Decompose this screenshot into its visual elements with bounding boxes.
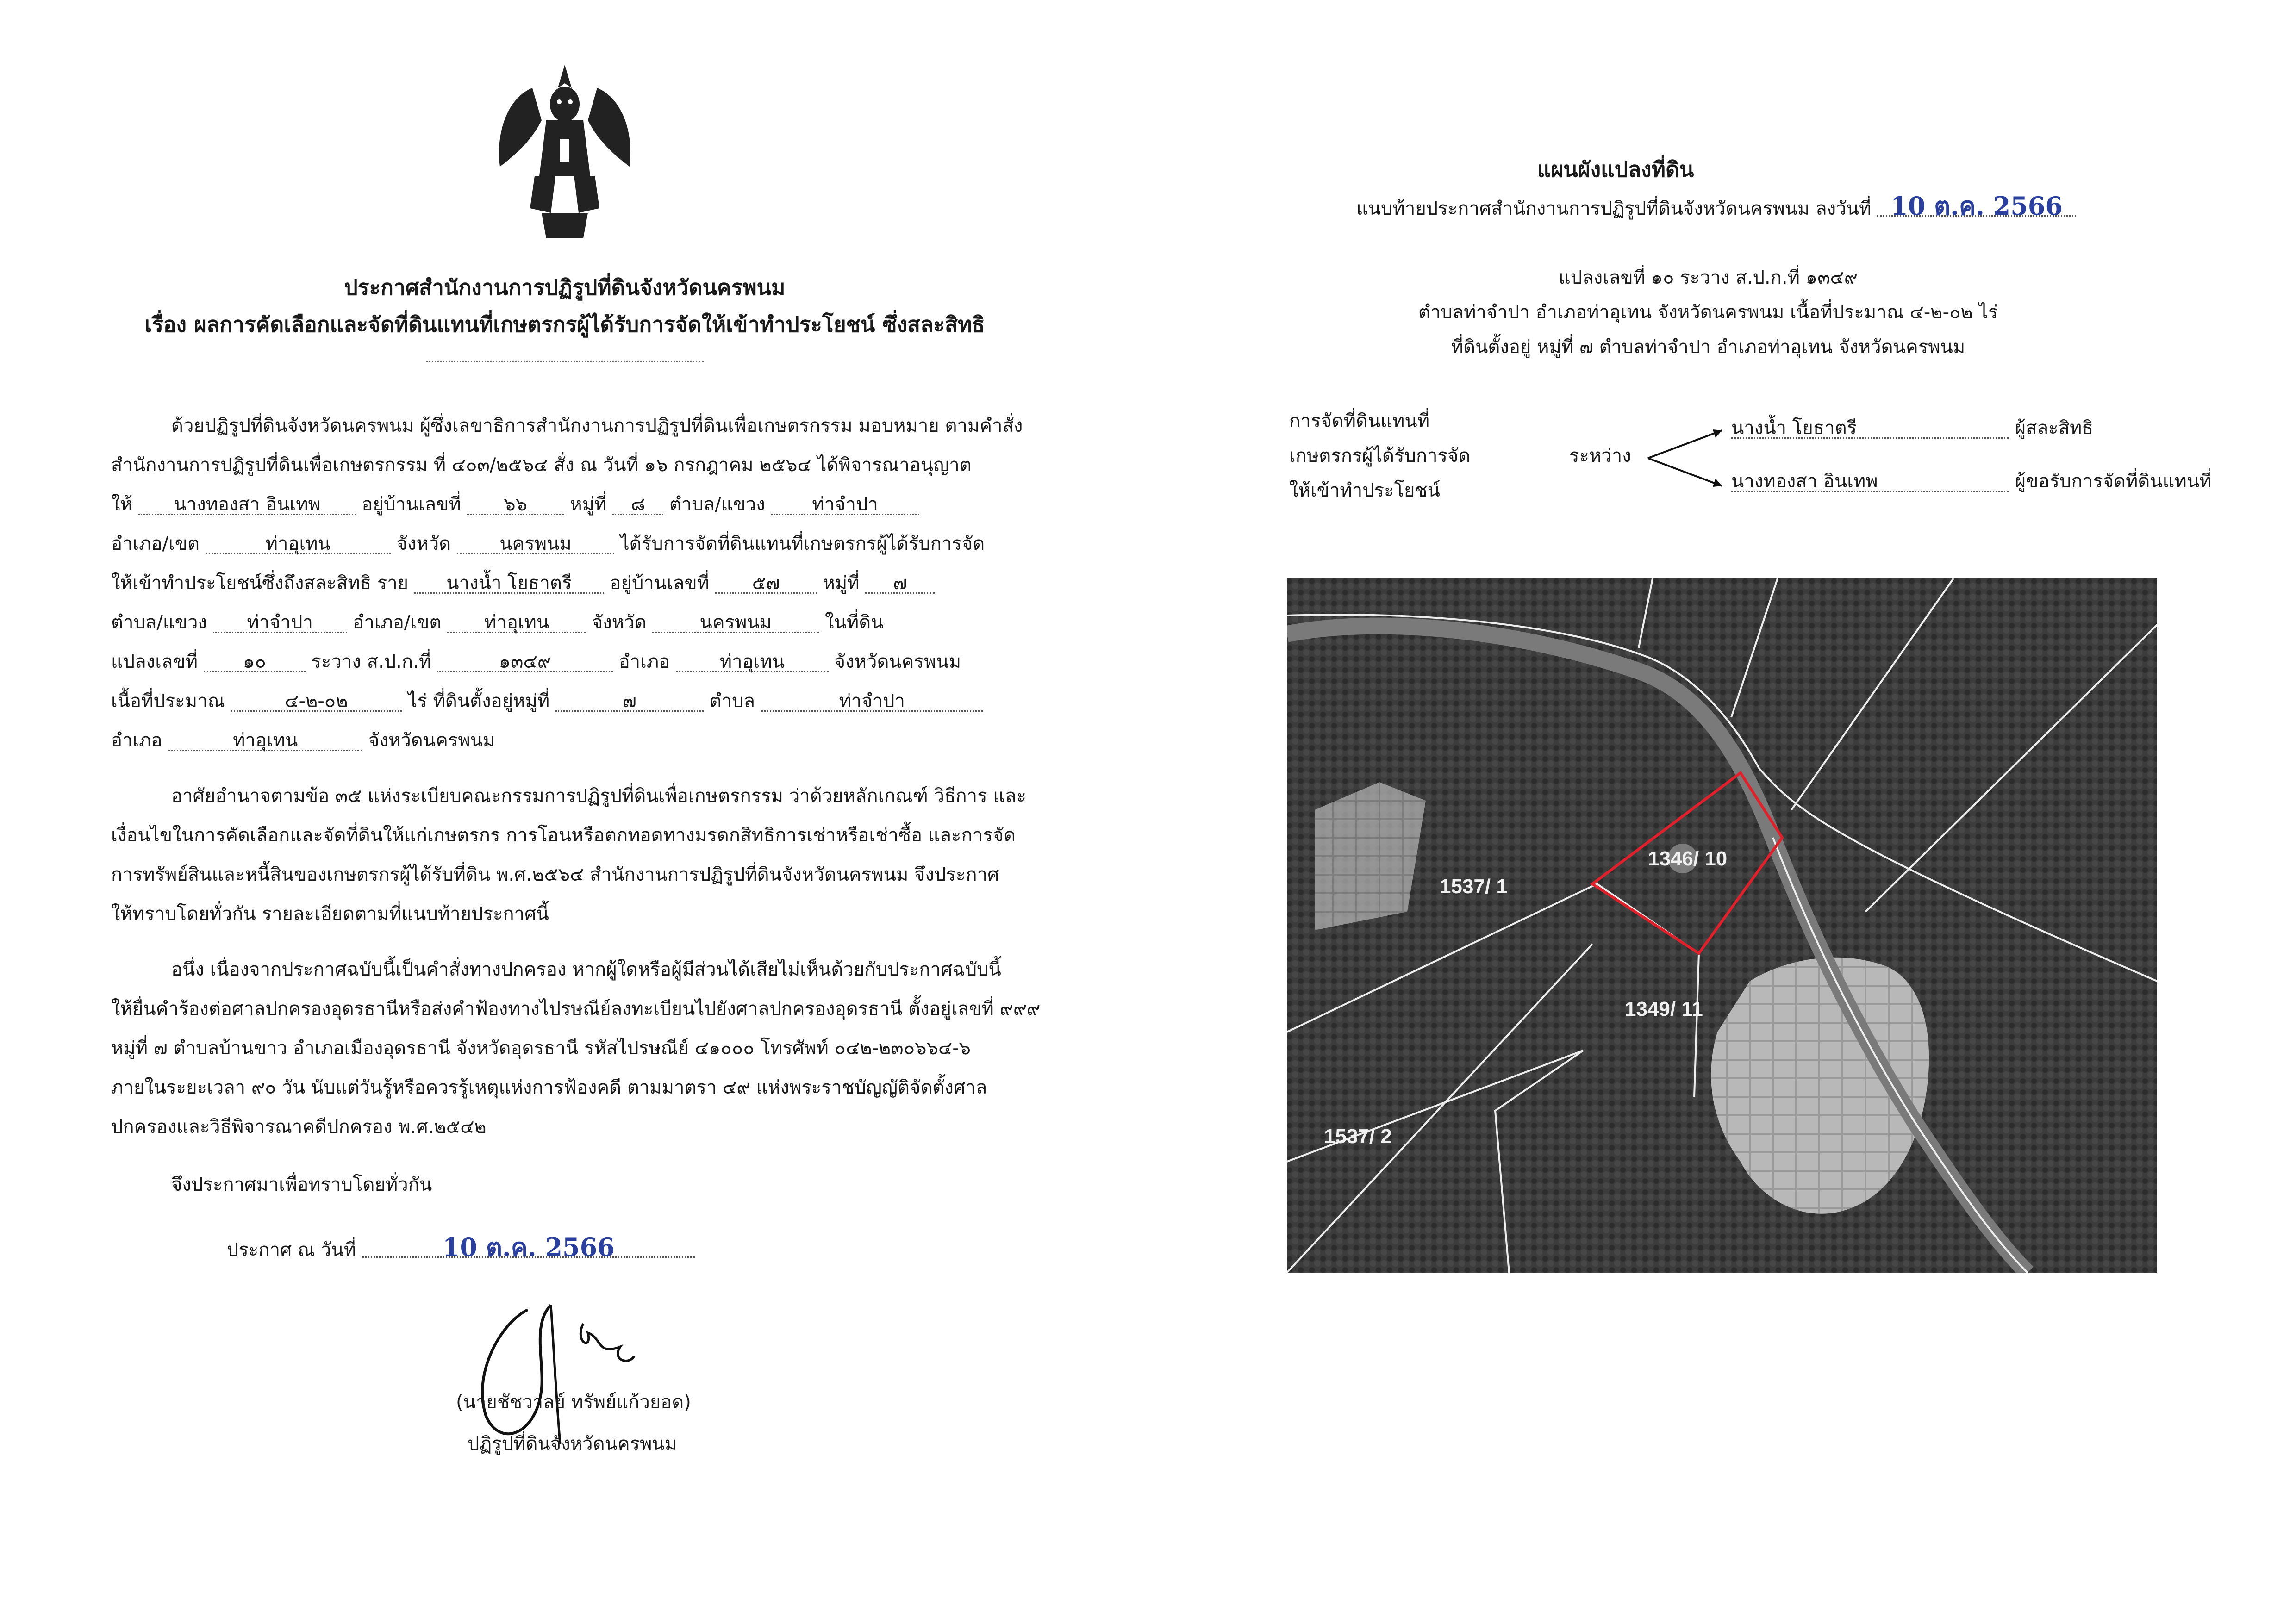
label-amphoe: อำเภอ/เขต: [111, 533, 200, 554]
label-amphoe-3: อำเภอ: [618, 651, 670, 672]
label-province-2: จังหวัด: [592, 612, 647, 633]
forfeiter-amphoe: ท่าอุเทน: [447, 613, 586, 633]
announcement-date-row: [227, 1232, 695, 1262]
plot-moo: ๗: [555, 692, 704, 712]
sheet-number: ๑๓๔๙: [437, 653, 613, 672]
forest-area: [1287, 578, 2157, 1273]
plot-tambon: ท่าจำปา: [761, 692, 983, 712]
label-house-no: อยู่บ้านเลขที่: [362, 494, 461, 515]
between-label: ระหว่าง: [1569, 445, 1631, 466]
plot-line-1: แปลงเลขที่ ๑๐ ระวาง ส.ป.ก.ที่ ๑๓๔๙: [1558, 267, 1858, 288]
label-area: เนื้อที่ประมาณ: [111, 690, 225, 712]
arrows-icon: [1639, 417, 1731, 500]
plot-number: ๑๐: [204, 653, 306, 672]
closing-line: จึงประกาศมาเพื่อทราบโดยทั่วกัน: [171, 1174, 432, 1195]
form-row-5: [111, 653, 961, 672]
party1-name: นางน้ำ โยธาตรี: [1731, 419, 2009, 439]
form-row-6: [111, 692, 983, 712]
map-subtitle-date: 10 ต.ค. 2566: [1877, 197, 2076, 217]
form-row-2-tail: ได้รับการจัดที่ดินแทนที่เกษตรกรผู้ได้รับการจัด: [620, 533, 985, 554]
party2-row: [1731, 472, 2212, 492]
forfeiter-house-no: ๕๗: [715, 574, 817, 594]
grantee-tambon: ท่าจำปา: [771, 495, 919, 515]
label-announce-date: ประกาศ ณ วันที่: [227, 1239, 356, 1261]
plot-area: ๔-๒-๐๒: [231, 692, 402, 712]
transfer-label-3: ให้เข้าทำประโยชน์: [1289, 480, 1440, 501]
para1-line1: ด้วยปฏิรูปที่ดินจังหวัดนครพนม ผู้ซึ่งเลขาธิการสำนักงานการปฏิรูปที่ดินเพื่อเกษตรกรรม มอบหมาย ตามคำสั่ง: [171, 415, 1023, 436]
para3-line2: ให้ยื่นคำร้องต่อศาลปกครองอุดรธานีหรือส่งคำฟ้องทางไปรษณีย์ลงทะเบียนไปยังศาลปกครองอุดรธานี ตั้งอยู่เลขที่ ๙๙๙: [111, 998, 1041, 1020]
label-tambon: ตำบล/แขวง: [669, 494, 765, 515]
label-moo-2: หมู่ที่: [823, 572, 860, 594]
plot-province-2: จังหวัดนครพนม: [368, 730, 495, 751]
para2-line3: การทรัพย์สินและหนี้สินของเกษตรกรผู้ได้รับที่ดิน พ.ศ.๒๕๖๔ สำนักงานการปฏิรูปที่ดินจังหวัดนครพนม จึงประกาศ: [111, 864, 999, 885]
transfer-label-2: เกษตรกรผู้ได้รับการจัด: [1289, 445, 1471, 466]
forfeiter-name: นางน้ำ โยธาตรี: [414, 574, 604, 594]
para3-line3: หมู่ที่ ๗ ตำบลบ้านขาว อำเภอเมืองอุดรธานี จังหวัดอุดรธานี รหัสไปรษณีย์ ๔๑๐๐๐ โทรศัพท์ ๐๔๒-๒๓๐๖๖๔-๖: [111, 1038, 971, 1059]
map-sheet-title: แผนผังแปลงที่ดิน: [1537, 157, 1694, 182]
form-row-3-lead: ให้เข้าทำประโยชน์ซึ่งถึงสละสิทธิ ราย: [111, 572, 409, 594]
form-row-1: [111, 495, 919, 515]
form-row-7: [111, 731, 495, 751]
grantee-moo: ๘: [612, 495, 663, 515]
form-row-4-tail: ในที่ดิน: [825, 612, 884, 633]
label-house-no-2: อยู่บ้านเลขที่: [610, 572, 710, 594]
forfeiter-tambon: ท่าจำปา: [213, 613, 347, 633]
label-rai: ไร่: [408, 690, 427, 712]
label-amphoe-2: อำเภอ/เขต: [353, 612, 442, 633]
plot-province: จังหวัดนครพนม: [834, 651, 961, 672]
label-province: จังหวัด: [396, 533, 451, 554]
satellite-map-canvas: [1287, 578, 2157, 1273]
map-label-1346-10: 1346/ 10: [1648, 847, 1728, 870]
para2-line1: อาศัยอำนาจตามข้อ ๓๕ แห่งระเบียบคณะกรรมการปฏิรูปที่ดินเพื่อเกษตรกรรม ว่าด้วยหลักเกณฑ์ วิธีการ และ: [171, 785, 1027, 807]
satellite-map: [1287, 578, 2157, 1273]
forfeiter-province: นครพนม: [652, 613, 819, 633]
para1-line2: สำนักงานการปฏิรูปที่ดินเพื่อเกษตรกรรม ที่ ๔๐๓/๒๕๖๔ สั่ง ณ วันที่ ๑๖ กรกฎาคม ๒๕๖๔ ได้พิจารณาอนุญาต: [111, 454, 972, 476]
para3-line5: ปกครองและวิธีพิจารณาคดีปกครอง พ.ศ.๒๕๔๒: [111, 1116, 487, 1138]
para2-line2: เงื่อนไขในการคัดเลือกและจัดที่ดินให้แก่เกษตรกร การโอนหรือตกทอดทางมรดกสิทธิการเช่าหรือเช่าซื้อ และการจัด: [111, 825, 1016, 846]
announcement-date: 10 ต.ค. 2566: [362, 1238, 695, 1258]
party1-role: ผู้สละสิทธิ: [2015, 417, 2093, 439]
forfeiter-moo: ๗: [865, 574, 935, 594]
grantee-amphoe: ท่าอุเทน: [206, 535, 391, 554]
signer-title: ปฏิรูปที่ดินจังหวัดนครพนม: [468, 1433, 677, 1455]
map-label-1537-2: 1537/ 2: [1324, 1125, 1392, 1148]
label-amphoe-4: อำเภอ: [111, 730, 162, 751]
plot-amphoe: ท่าอุเทน: [676, 653, 829, 672]
party2-role: ผู้ขอรับการจัดที่ดินแทนที่: [2015, 471, 2212, 492]
label-sheet-no: ระวาง ส.ป.ก.ที่: [311, 651, 431, 672]
form-row-4: [111, 613, 884, 633]
form-row-3: [111, 574, 935, 594]
form-row-2: [111, 535, 985, 554]
label-tambon-3: ตำบล: [709, 690, 755, 712]
label-plot-no: แปลงเลขที่: [111, 651, 198, 672]
transfer-label-1: การจัดที่ดินแทนที่: [1289, 410, 1430, 432]
signer-name: (นายชัชวาลย์ ทรัพย์แก้วยอด): [456, 1392, 691, 1413]
label-tambon-2: ตำบล/แขวง: [111, 612, 207, 633]
party2-name: นางทองสา อินเทพ: [1731, 472, 2009, 492]
announcement-title: ประกาศสำนักงานการปฏิรูปที่ดินจังหวัดนครพนม: [344, 275, 786, 300]
grantee-province: นครพนม: [457, 535, 614, 554]
grantee-name: นางทองสา อินเทพ: [138, 495, 356, 515]
left-page-announcement: [0, 0, 1129, 1623]
plot-line-2: ตำบลท่าจำปา อำเภอท่าอุเทน จังหวัดนครพนม เนื้อที่ประมาณ ๔-๒-๐๒ ไร่: [1418, 302, 1998, 323]
grantee-house-no: ๖๖: [467, 495, 564, 515]
para2-line4: ให้ทราบโดยทั่วกัน รายละเอียดตามที่แนบท้ายประกาศนี้: [111, 903, 549, 925]
title-divider: [426, 361, 704, 362]
map-label-1537-1: 1537/ 1: [1440, 875, 1508, 898]
announcement-subject: เรื่อง ผลการคัดเลือกและจัดที่ดินแทนที่เกษตรกรผู้ได้รับการจัดให้เข้าทำประโยชน์ ซึ่งสละสิทธิ: [144, 312, 985, 337]
party1-row: [1731, 419, 2093, 439]
garuda-emblem-icon: [491, 60, 639, 245]
map-label-1349-11: 1349/ 11: [1625, 998, 1703, 1020]
para3-line4: ภายในระยะเวลา ๙๐ วัน นับแต่วันรู้หรือควรรู้เหตุแห่งการฟ้องคดี ตามมาตรา ๔๙ แห่งพระราชบัญญัติจัดตั้งศาล: [111, 1077, 987, 1098]
plot-line-3: ที่ดินตั้งอยู่ หมู่ที่ ๗ ตำบลท่าจำปา อำเภอท่าอุเทน จังหวัดนครพนม: [1451, 336, 1965, 358]
label-give: ให้: [111, 494, 132, 515]
map-subtitle-row: [1356, 191, 2076, 221]
label-moo: หมู่ที่: [570, 494, 607, 515]
plot-amphoe-2: ท่าอุเทน: [168, 731, 362, 751]
para3-line1: อนึ่ง เนื่องจากประกาศฉบับนี้เป็นคำสั่งทางปกครอง หากผู้ใดหรือผู้มีส่วนได้เสียไม่เห็นด้วยกับประกาศฉบับนี้: [171, 959, 1001, 980]
map-subtitle-label: แนบท้ายประกาศสำนักงานการปฏิรูปที่ดินจังหวัดนครพนม ลงวันที่: [1356, 198, 1872, 219]
label-location-moo: ที่ดินตั้งอยู่หมู่ที่: [433, 690, 550, 712]
